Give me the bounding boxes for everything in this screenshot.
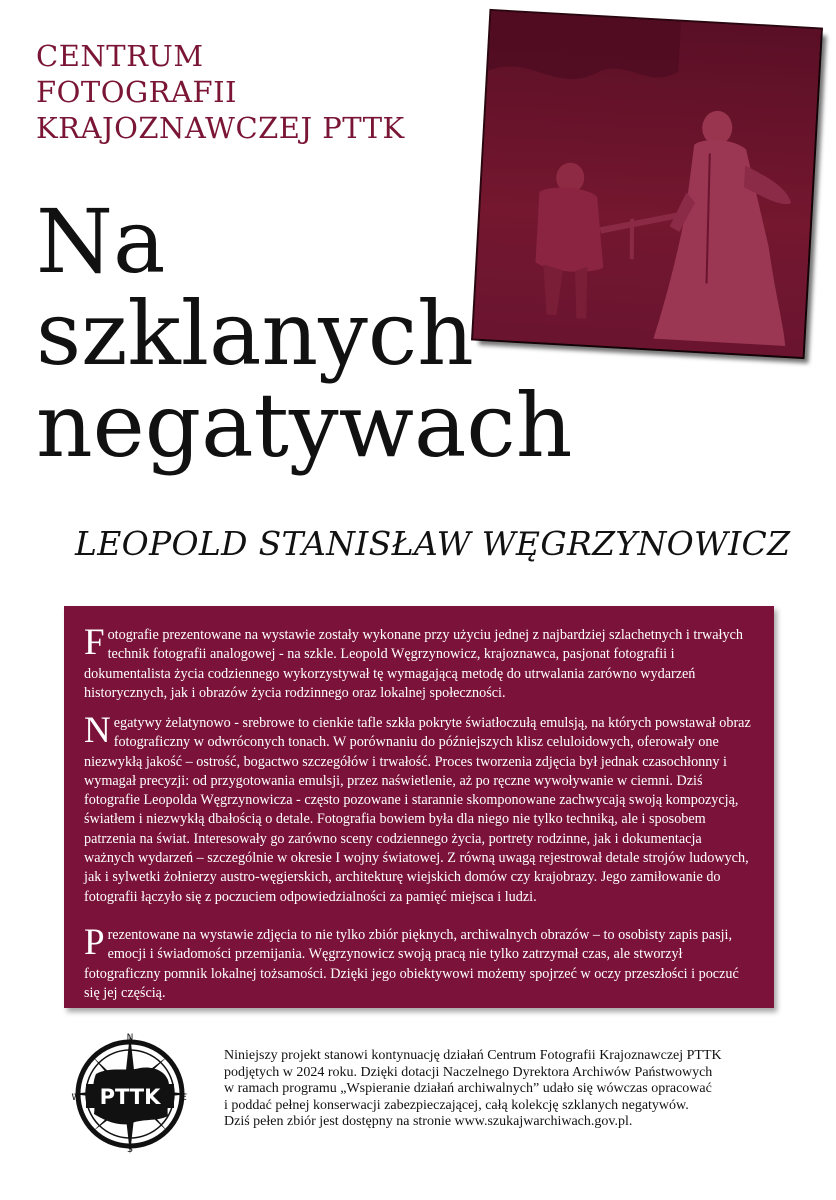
compass-e: E <box>181 1093 187 1103</box>
compass-w: W <box>71 1093 81 1103</box>
org-line-2: FOTOGRAFII <box>36 75 237 109</box>
author-name: LEOPOLD STANISŁAW WĘGRZYNOWICZ <box>75 524 791 563</box>
org-line-1: CENTRUM <box>36 39 204 73</box>
org-line-3: KRAJOZNAWCZEJ PTTK <box>36 111 405 145</box>
dropcap: F <box>84 622 105 663</box>
footer-line-4: i poddać pełnej konserwacji zabezpieczającej, całą kolekcję szklanych negatywów. <box>224 1097 689 1113</box>
footer-line-5: Dziś pełen zbiór jest dostępny na stronie www.szukajwarchiwach.gov.pl. <box>224 1114 633 1129</box>
footer-line-2: podjętych w 2024 roku. Dzięki dotacji Naczelnego Dyrektora Archiwów Państwowych <box>224 1064 713 1080</box>
logo-text: PTTK <box>99 1085 161 1109</box>
footer-note <box>224 1048 784 1131</box>
paragraph-3 <box>84 922 754 1003</box>
compass-s: S <box>127 1145 133 1155</box>
dropcap: P <box>84 922 105 963</box>
title-line-3: negatywach <box>36 374 573 477</box>
paragraph-2 <box>84 710 754 907</box>
title-line-1: Na <box>36 190 166 293</box>
pttk-logo <box>70 1026 190 1156</box>
title-line-2: szklanych <box>36 282 474 385</box>
paragraph-text: otografie prezentowane na wystawie zostały wykonane przy użyciu jednej z najbardziej szlachetnych i trwałych technik fotografii analogowej - na szkle. Leopold Węgrzynowicz, krajoznawca, pasjonat fotografii i dokumentalista życia codziennego wykorzystywał tę wymagającą metodę do utrwalania zarówno wydarzeń historycznych, jak i obrazów życia rodzinnego oraz lokalnej społeczności. <box>84 627 743 701</box>
description-panel <box>64 606 774 1008</box>
organization-name <box>36 38 405 146</box>
dropcap: N <box>84 710 111 751</box>
paragraph-1 <box>84 622 754 703</box>
exhibition-title <box>36 190 573 477</box>
compass-logo-icon <box>70 1026 190 1156</box>
footer-line-3: w ramach programu „Wspieranie działań archiwalnych” udało się wówczas opracować <box>224 1081 712 1096</box>
compass-n: N <box>126 1033 134 1043</box>
footer-line-1: Niniejszy projekt stanowi kontynuację działań Centrum Fotografii Krajoznawczej PTTK <box>224 1048 722 1063</box>
paragraph-text: egatywy żelatynowo - srebrowe to cienkie tafle szkła pokryte światłoczułą emulsją, na których powstawał obraz fotograficzny w odwróconych tonach. W porównaniu do późniejszych klisz celuloidowych, oferowały one niezwykłą jakość – ostrość, bogactwo szczegółów i trwałość. Proces tworzenia zdjęcia był jednak czasochłonny i wymagał precyzji: od przygotowania emulsji, przez naświetlenie, aż po ręczne wywoływanie w ciemni. Dziś fotografie Leopolda Węgrzynowicza - często pozowane i starannie skomponowane zachwycają swoją kompozycją, światłem i niezwykłą dbałością o detale. Fotografia bowiem była dla niego nie tylko techniką, ale i sposobem patrzenia na świat. Interesowały go zarówno sceny codziennego życia, portrety rodzinne, jak i dokumentacja ważnych wydarzeń – szczególnie w okresie I wojny światowej. Z równą uwagą rejestrował detale strojów ludowych, jak i sylwetki żołnierzy austro-węgierskich, architekturę wiejskich domów czy krajobrazy. Jego zamiłowanie do fotografii łączyło się z poczuciem odpowiedzialności za pamięć miejsca i ludzi. <box>84 715 751 905</box>
paragraph-text: rezentowane na wystawie zdjęcia to nie tylko zbiór pięknych, archiwalnych obrazów – to osobisty zapis pasji, emocji i świadomości przemijania. Węgrzynowicz swoją pracą nie tylko zatrzymał czas, ale stworzył fotograficzny pomnik lokalnej tożsamości. Dzięki jego obiektywowi możemy spojrzeć w oczy przeszłości i poczuć się jej częścią. <box>84 927 739 1001</box>
